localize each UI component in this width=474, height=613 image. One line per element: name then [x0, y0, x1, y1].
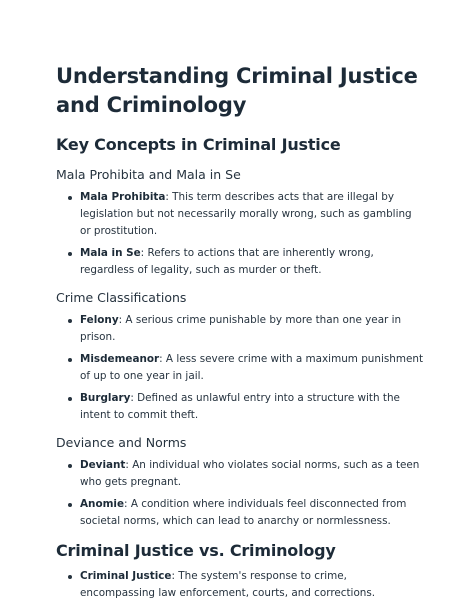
term: Mala in Se [80, 247, 141, 259]
bullet-icon [68, 503, 72, 507]
bullet-icon [68, 464, 72, 468]
document-title: Understanding Criminal Justice and Criminology [56, 64, 418, 117]
subsection-heading-mala: Mala Prohibita and Mala in Se [56, 167, 241, 182]
term: Felony [80, 314, 119, 326]
bullet-list-mala [56, 189, 424, 279]
bullet-icon [68, 575, 72, 579]
definition: : This term describes acts that are illegal by legislation but not necessarily morally wrong, such as gambling or prostitution. [80, 191, 412, 237]
definition: : A condition where individuals feel disconnected from societal norms, which can lead to anarchy or normlessness. [80, 498, 407, 527]
list-item [68, 457, 424, 491]
list-item [68, 312, 424, 346]
list-item [68, 496, 424, 530]
bullet-icon [68, 252, 72, 256]
list-item [68, 189, 424, 240]
list-item [68, 568, 424, 602]
term: Burglary [80, 392, 131, 404]
term: Deviant [80, 459, 126, 471]
term: Criminal Justice [80, 570, 172, 582]
bullet-list-deviance-norms [56, 457, 424, 530]
definition: : A serious crime punishable by more than one year in prison. [80, 314, 402, 343]
term: Mala Prohibita [80, 191, 166, 203]
term: Misdemeanor [80, 353, 160, 365]
subsection-heading-crime-classifications: Crime Classifications [56, 290, 187, 305]
section-heading-key-concepts: Key Concepts in Criminal Justice [56, 135, 341, 154]
bullet-icon [68, 397, 72, 401]
definition: : Defined as unlawful entry into a structure with the intent to commit theft. [80, 392, 400, 421]
bullet-icon [68, 196, 72, 200]
term: Anomie [80, 498, 125, 510]
definition: : Refers to actions that are inherently wrong, regardless of legality, such as murder or theft. [80, 247, 374, 276]
section-heading-cj-vs-criminology: Criminal Justice vs. Criminology [56, 541, 336, 560]
list-item [68, 245, 424, 279]
definition: : An individual who violates social norms, such as a teen who gets pregnant. [80, 459, 420, 488]
subsection-heading-deviance-norms: Deviance and Norms [56, 435, 187, 450]
bullet-list-crime-classifications [56, 312, 424, 424]
list-item [68, 351, 424, 385]
definition: : A less severe crime with a maximum punishment of up to one year in jail. [80, 353, 424, 382]
bullet-icon [68, 319, 72, 323]
definition: : The system's response to crime, encompassing law enforcement, courts, and corrections. [80, 570, 376, 599]
list-item [68, 390, 424, 424]
bullet-list-cj-vs-criminology [56, 568, 424, 602]
bullet-icon [68, 358, 72, 362]
